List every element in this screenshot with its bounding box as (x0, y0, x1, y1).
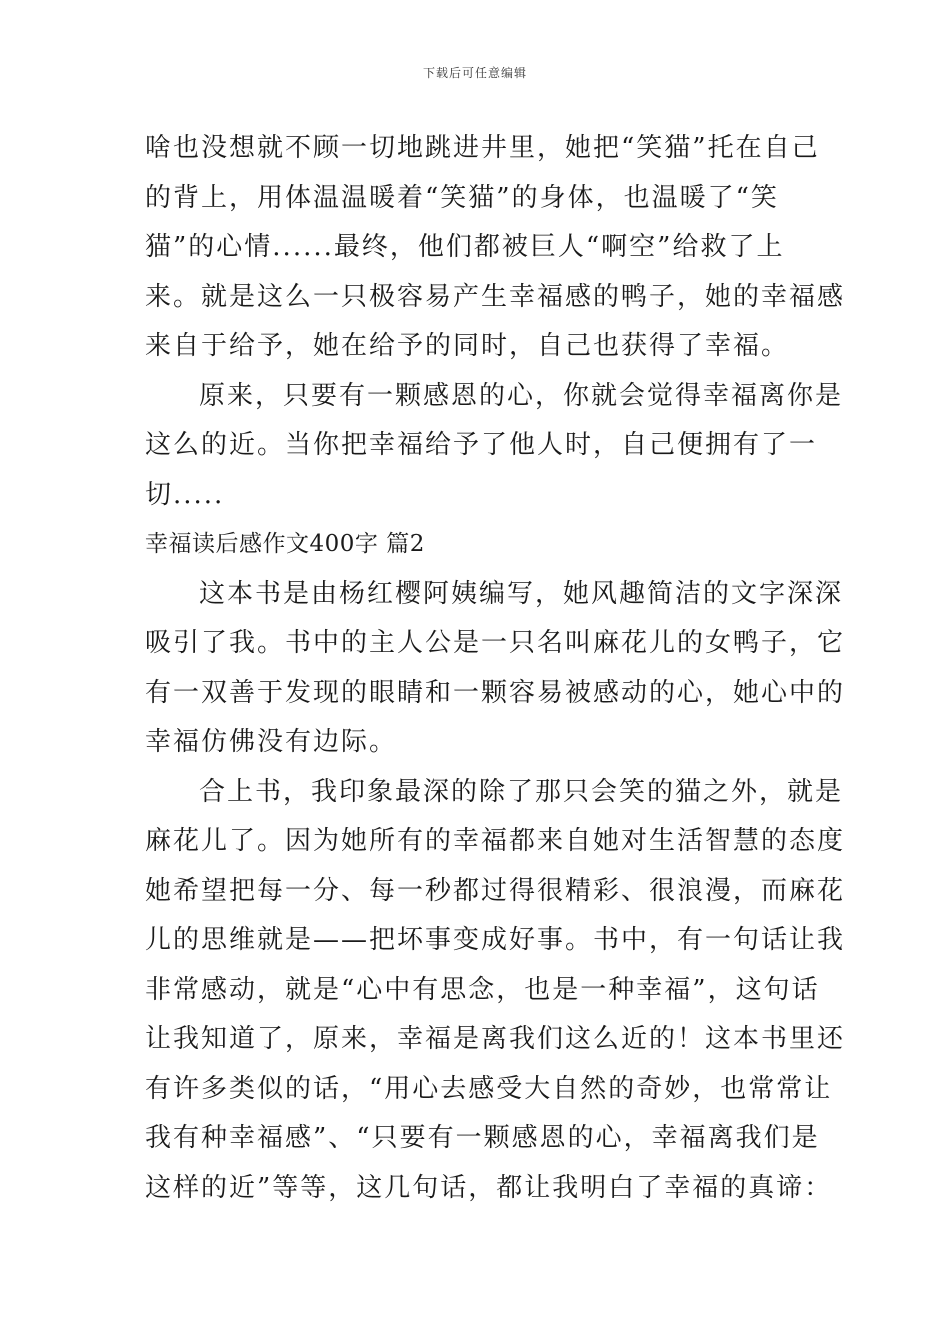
text-line: 来自于给予，她在给予的同时，自己也获得了幸福。 (145, 331, 790, 361)
text-line: 吸引了我。书中的主人公是一只名叫麻花儿的女鸭子，它 (145, 628, 846, 658)
text-line: 我有种幸福感”、“只要有一颗感恩的心，幸福离我们是 (145, 1123, 820, 1153)
text-line: 她希望把每一分、每一秒都过得很精彩、很浪漫，而麻花 (145, 875, 846, 906)
text-line: 儿的思维就是——把坏事变成好事。书中，有一句话让我 (145, 925, 846, 955)
text-line: 这本书是由杨红樱阿姨编写，她风趣简洁的文字深深 (199, 578, 844, 609)
text-line: 有一双善于发现的眼睛和一颗容易被感动的心，她心中的 (145, 677, 846, 708)
text-line: 让我知道了，原来，幸福是离我们这么近的！这本书里还 (145, 1024, 846, 1054)
text-line: 幸福仿佛没有边际。 (145, 727, 398, 757)
text-line: 原来，只要有一颗感恩的心，你就会觉得幸福离你是 (199, 380, 844, 411)
text-line: 猫”的心情......最终，他们都被巨人“啊空”给救了上 (145, 232, 785, 262)
text-line: 这样的近”等等，这几句话，都让我明白了幸福的真谛： (145, 1172, 833, 1203)
text-line: 来。就是这么一只极容易产生幸福感的鸭子，她的幸福感 (145, 281, 846, 312)
text-line: 合上书，我印象最深的除了那只会笑的猫之外，就是 (199, 776, 844, 807)
section-heading: 幸福读后感作文400字 篇2 (145, 531, 425, 557)
text-line: 啥也没想就不顾一切地跳进井里，她把“笑猫”托在自己 (145, 133, 820, 163)
text-line: 麻花儿了。因为她所有的幸福都来自她对生活智慧的态度 (145, 826, 846, 856)
text-line: 非常感动，就是“心中有思念，也是一种幸福”，这句话 (145, 974, 820, 1005)
page-header: 下载后可任意编辑 (422, 66, 527, 80)
document-body (145, 124, 846, 1213)
text-line: 的背上，用体温温暖着“笑猫”的身体，也温暖了“笑 (145, 182, 779, 213)
text-line: 有许多类似的话，“用心去感受大自然的奇妙，也常常让 (145, 1073, 833, 1104)
text-line: 切..... (145, 479, 225, 510)
text-line: 这么的近。当你把幸福给予了他人时，自己便拥有了一 (145, 430, 818, 460)
